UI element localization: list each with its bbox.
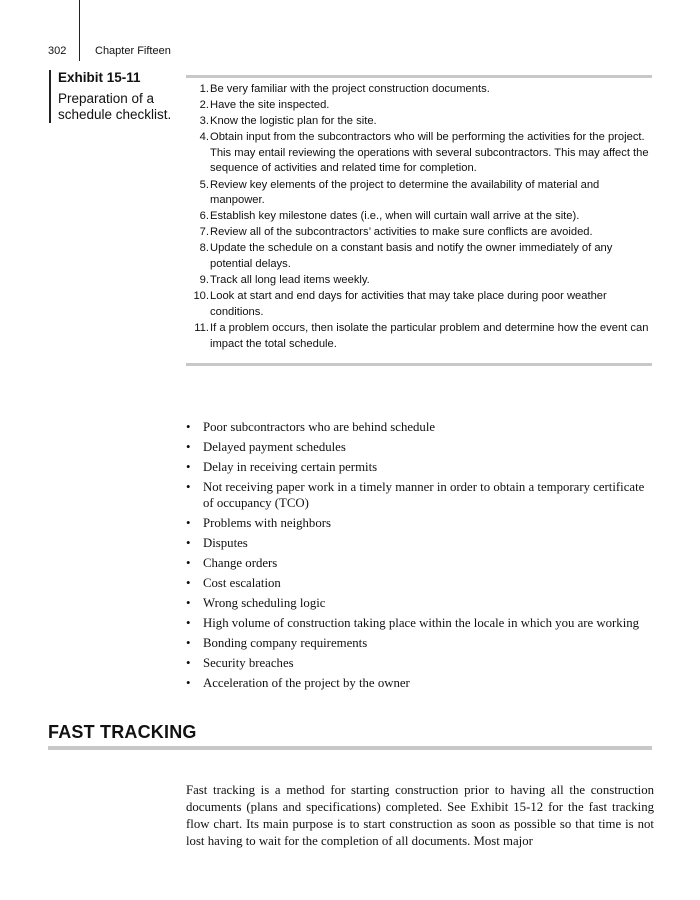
checklist-item-number: 4.: [199, 131, 209, 144]
section-heading-rule: [48, 746, 652, 750]
checklist-item-text: Review key elements of the project to determine the availability of material and manpower.: [210, 178, 600, 207]
checklist-item-number: 2.: [199, 99, 209, 112]
list-item-text: High volume of construction taking place within the locale in which you are working: [203, 616, 640, 630]
checklist-item: [186, 114, 652, 130]
checklist-item: [186, 130, 652, 177]
exhibit-bottom-rule: [186, 363, 652, 366]
checklist-item-number: 9.: [199, 274, 209, 287]
checklist-item-number: 3.: [199, 115, 209, 128]
checklist-item-number: 7.: [199, 226, 209, 239]
checklist-item: [186, 225, 652, 241]
checklist-item-text: Establish key milestone dates (i.e., when will curtain wall arrive at the site).: [210, 210, 580, 223]
checklist-item-number: 10.: [193, 290, 209, 303]
list-item: [186, 479, 656, 511]
checklist-item: [186, 98, 652, 114]
exhibit-label: [49, 70, 188, 123]
exhibit-caption: Preparation of a schedule checklist.: [58, 91, 172, 122]
list-item-text: Delayed payment schedules: [203, 440, 346, 454]
bullet-marker: •: [186, 460, 191, 474]
checklist-item-text: Look at start and end days for activities that may take place during poor weather conditions.: [210, 290, 607, 318]
list-item-text: Delay in receiving certain permits: [203, 460, 378, 474]
checklist-item-text: If a problem occurs, then isolate the particular problem and determine how the event can impact the total schedule.: [210, 321, 649, 350]
page-header-divider: [79, 0, 80, 61]
list-item: [186, 635, 656, 651]
list-item: [186, 419, 656, 435]
checklist-item: [186, 321, 652, 352]
checklist-item: [186, 273, 652, 289]
section-heading: FAST TRACKING: [48, 722, 197, 742]
list-item: [186, 595, 656, 611]
bullet-marker: •: [186, 576, 191, 590]
checklist-item-text: Obtain input from the subcontractors who will be performing the activities for the project. This may entail reviewing the operations with several subcontractors. This may affect the sequence of activities and related time for completion.: [210, 131, 649, 175]
bullet-marker: •: [186, 636, 191, 650]
bullet-marker: •: [186, 656, 191, 670]
checklist-item-number: 8.: [199, 242, 209, 255]
list-item: [186, 439, 656, 455]
list-item-text: Cost escalation: [203, 576, 281, 590]
bullet-marker: •: [186, 676, 191, 690]
checklist-item-text: Track all long lead items weekly.: [210, 274, 370, 287]
list-item-text: Wrong scheduling logic: [203, 596, 326, 610]
exhibit-top-rule: [186, 75, 652, 78]
checklist-item-number: 1.: [199, 83, 209, 95]
list-item-text: Disputes: [203, 536, 248, 550]
list-item-text: Poor subcontractors who are behind schedule: [203, 420, 436, 434]
bullet-marker: •: [186, 596, 191, 610]
checklist-item-text: Update the schedule on a constant basis and notify the owner immediately of any potential delays.: [210, 242, 613, 271]
body-paragraph: Fast tracking is a method for starting construction prior to having all the construction documents (plans and specifications) completed. See Exhibit 15-12 for the fast tracking flow chart. Its main purpose is to start construction as soon as possible so that time is not lost having to wait for the completion of all documents. Most major: [186, 782, 654, 849]
checklist-item: [186, 209, 652, 225]
list-item: [186, 459, 656, 475]
list-item: [186, 535, 656, 551]
exhibit-number: Exhibit 15-11: [58, 70, 141, 85]
list-item: [186, 555, 656, 571]
checklist-item-number: 11.: [194, 321, 209, 334]
bullet-marker: •: [186, 420, 191, 434]
running-head-chapter: Chapter Fifteen: [95, 45, 171, 57]
page-number: 302: [48, 45, 67, 57]
schedule-checklist: [186, 82, 652, 353]
bullet-marker: •: [186, 440, 191, 454]
list-item: [186, 655, 656, 671]
checklist-item: [186, 82, 652, 98]
delay-causes-list: [186, 419, 656, 695]
list-item-text: Bonding company requirements: [203, 636, 368, 650]
list-item-text: Change orders: [203, 556, 278, 570]
bullet-marker: •: [186, 616, 191, 630]
list-item: [186, 515, 656, 531]
checklist-item-text: Know the logistic plan for the site.: [210, 115, 377, 128]
checklist-item: [186, 178, 652, 209]
bullet-marker: •: [186, 516, 191, 530]
bullet-marker: •: [186, 556, 191, 570]
checklist-item-number: 5.: [199, 178, 209, 191]
bullet-marker: •: [186, 480, 191, 494]
checklist-item: [186, 289, 652, 320]
list-item-text: Not receiving paper work in a timely manner in order to obtain a temporary certificate of occupancy (TCO): [203, 480, 645, 510]
list-item-text: Security breaches: [203, 656, 294, 670]
list-item: [186, 615, 656, 631]
checklist-item-text: Have the site inspected.: [210, 99, 330, 112]
list-item: [186, 575, 656, 591]
list-item-text: Acceleration of the project by the owner: [203, 676, 410, 690]
list-item: [186, 675, 656, 691]
checklist-item: [186, 241, 652, 272]
list-item-text: Problems with neighbors: [203, 516, 331, 530]
bullet-marker: •: [186, 536, 191, 550]
checklist-item-text: Review all of the subcontractors’ activities to make sure conflicts are avoided.: [210, 226, 593, 239]
checklist-item-number: 6.: [199, 210, 209, 223]
checklist-item-text: Be very familiar with the project construction documents.: [210, 83, 490, 95]
